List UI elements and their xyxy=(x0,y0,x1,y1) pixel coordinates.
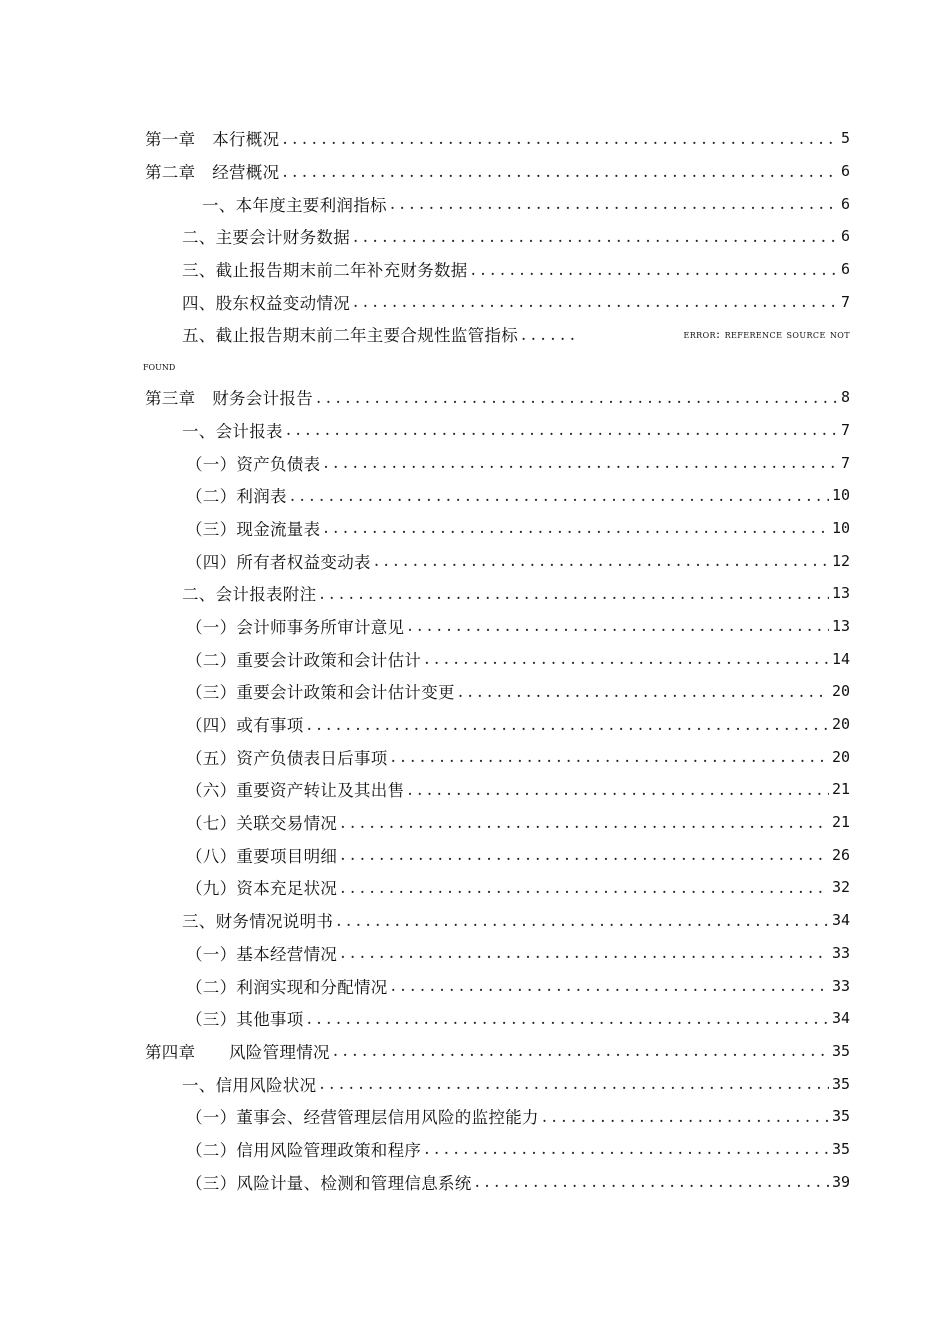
toc-entry-label: 一、信用风险状况 xyxy=(182,1075,317,1095)
toc-entry[interactable] xyxy=(145,1165,850,1198)
dot-leader xyxy=(282,162,838,181)
toc-entry-page: 21 xyxy=(831,813,850,832)
toc-entry-page: 10 xyxy=(831,486,850,505)
toc-entry-label: （二）利润实现和分配情况 xyxy=(186,977,388,997)
dot-leader xyxy=(353,292,838,311)
dot-leader xyxy=(286,420,838,439)
toc-entry-label: （五）资产负债表日后事项 xyxy=(186,748,388,768)
toc-entry[interactable] xyxy=(145,937,850,970)
toc-entry-label: （一）基本经营情况 xyxy=(186,944,338,964)
toc-entry-label: 一、本年度主要利润指标 xyxy=(202,195,387,215)
toc-entry-page: 35 xyxy=(831,1074,850,1093)
toc-entry[interactable] xyxy=(145,675,850,708)
toc-entry[interactable] xyxy=(145,414,850,447)
toc-entry[interactable] xyxy=(145,577,850,610)
toc-entry-page: 10 xyxy=(831,518,850,537)
toc-entry[interactable] xyxy=(145,1133,850,1166)
toc-entry-label: 二、主要会计财务数据 xyxy=(182,228,350,248)
toc-entry-page: 6 xyxy=(840,194,850,213)
toc-entry[interactable] xyxy=(145,381,850,414)
toc-entry-label: 五、截止报告期末前二年主要合规性监管指标 xyxy=(182,326,518,346)
dot-leader xyxy=(458,682,829,701)
toc-entry[interactable] xyxy=(145,1067,850,1100)
dot-leader xyxy=(336,911,829,930)
toc-entry-page: 20 xyxy=(831,715,850,734)
dot-leader xyxy=(424,649,829,668)
toc-entry-page: 20 xyxy=(831,747,850,766)
toc-entry-label: （六）重要资产转让及其出售 xyxy=(186,781,405,801)
reference-error-text: error: reference source not xyxy=(683,327,850,342)
dot-leader xyxy=(374,551,829,570)
toc-entry-label: （四）所有者权益变动表 xyxy=(186,552,371,572)
dot-leader xyxy=(340,845,829,864)
toc-entry[interactable] xyxy=(145,708,850,741)
toc-entry-label: （九）资本充足状况 xyxy=(186,879,338,899)
toc-entry-label: 第四章 风险管理情况 xyxy=(145,1042,330,1062)
toc-entry[interactable] xyxy=(145,512,850,545)
toc-entry[interactable] xyxy=(145,187,850,220)
toc-entry-label: 第二章 经营概况 xyxy=(145,163,280,183)
toc-entry[interactable] xyxy=(145,773,850,806)
toc-entry-page: 26 xyxy=(831,845,850,864)
dot-leader xyxy=(407,616,829,635)
toc-entry-label: （三）重要会计政策和会计估计变更 xyxy=(186,683,455,703)
toc-entry[interactable] xyxy=(145,838,850,871)
toc-entry-page: 7 xyxy=(840,420,850,439)
toc-entry[interactable] xyxy=(145,1035,850,1068)
toc-entry-label: 第一章 本行概况 xyxy=(145,130,280,150)
toc-entry-label: （三）其他事项 xyxy=(186,1010,304,1030)
reference-error-continuation: found xyxy=(143,358,176,373)
toc-entry[interactable] xyxy=(145,969,850,1002)
toc-entry[interactable] xyxy=(145,220,850,253)
dot-leader xyxy=(323,453,838,472)
toc-entry[interactable] xyxy=(145,740,850,773)
dot-leader xyxy=(391,976,829,995)
toc-entry[interactable] xyxy=(145,871,850,904)
dot-leader xyxy=(340,878,829,897)
toc-entry-label: 第三章 财务会计报告 xyxy=(145,389,313,409)
dot-leader xyxy=(307,1009,829,1028)
toc-entry-page: 6 xyxy=(840,260,850,279)
toc-entry-page: 7 xyxy=(840,453,850,472)
toc-entry[interactable] xyxy=(145,1002,850,1035)
toc-entry-page: 33 xyxy=(831,943,850,962)
toc-entry-page: 12 xyxy=(831,551,850,570)
toc-entry-label: （一）资产负债表 xyxy=(186,454,321,474)
dot-leader xyxy=(424,1139,829,1158)
toc-entry-label: （八）重要项目明细 xyxy=(186,846,338,866)
toc-entry[interactable] xyxy=(145,610,850,643)
toc-entry-page: 21 xyxy=(831,780,850,799)
toc-entry-label: （二）信用风险管理政策和程序 xyxy=(186,1140,422,1160)
table-of-contents xyxy=(145,122,850,1198)
dot-leader xyxy=(319,1074,829,1093)
toc-entry[interactable] xyxy=(145,642,850,675)
toc-entry-label: （三）现金流量表 xyxy=(186,519,321,539)
toc-entry[interactable] xyxy=(145,1100,850,1133)
toc-entry-page: 14 xyxy=(831,649,850,668)
toc-entry[interactable] xyxy=(145,122,850,155)
toc-entry-label: （三）风险计量、检测和管理信息系统 xyxy=(186,1173,472,1193)
dot-leader xyxy=(307,715,829,734)
toc-entry[interactable] xyxy=(145,446,850,479)
toc-entry-label: （四）或有事项 xyxy=(186,716,304,736)
toc-entry-page: 8 xyxy=(840,388,850,407)
dot-leader xyxy=(390,194,838,213)
toc-entry-label: 三、截止报告期末前二年补充财务数据 xyxy=(182,261,468,281)
toc-entry[interactable] xyxy=(145,155,850,188)
toc-entry-page: 32 xyxy=(831,878,850,897)
toc-entry-page: 20 xyxy=(831,682,850,701)
dot-leader xyxy=(340,813,829,832)
dot-leader xyxy=(319,584,829,603)
toc-entry[interactable] xyxy=(145,904,850,937)
toc-entry-label: （一）董事会、经营管理层信用风险的监控能力 xyxy=(186,1108,539,1128)
toc-entry-label: 四、股东权益变动情况 xyxy=(182,293,350,313)
dot-leader xyxy=(316,388,838,407)
toc-entry-label: 一、会计报表 xyxy=(182,421,283,441)
dot-leader xyxy=(542,1107,829,1126)
toc-entry[interactable] xyxy=(145,806,850,839)
toc-entry[interactable] xyxy=(145,479,850,512)
toc-entry-page: 7 xyxy=(840,292,850,311)
dot-leader xyxy=(340,943,829,962)
dot-leader xyxy=(282,129,838,148)
dot-leader xyxy=(407,780,829,799)
toc-entry-page: 13 xyxy=(831,616,850,635)
dot-leader xyxy=(290,486,829,505)
dot-leader xyxy=(471,260,838,279)
toc-entry-page: 13 xyxy=(831,584,850,603)
toc-entry-page: 35 xyxy=(831,1139,850,1158)
toc-entry[interactable] xyxy=(145,253,850,286)
toc-entry-page: 34 xyxy=(831,911,850,930)
dot-leader xyxy=(333,1041,829,1060)
dot-leader xyxy=(353,227,838,246)
dot-leader xyxy=(391,747,829,766)
toc-entry-page: 5 xyxy=(840,129,850,148)
toc-entry-page: 6 xyxy=(840,162,850,181)
toc-entry-label: （二）利润表 xyxy=(186,487,287,507)
toc-entry-label: （二）重要会计政策和会计估计 xyxy=(186,650,422,670)
toc-entry-page: 33 xyxy=(831,976,850,995)
dot-leader xyxy=(475,1172,829,1191)
toc-entry[interactable] xyxy=(145,544,850,577)
dot-leader xyxy=(521,325,579,344)
toc-entry-page: 6 xyxy=(840,227,850,246)
toc-entry-page: 35 xyxy=(831,1041,850,1060)
toc-entry-page: 39 xyxy=(831,1172,850,1191)
toc-entry[interactable] xyxy=(145,318,850,351)
toc-entry-page: 34 xyxy=(831,1009,850,1028)
toc-entry-page: 35 xyxy=(831,1107,850,1126)
toc-entry-label: （七）关联交易情况 xyxy=(186,814,338,834)
toc-entry[interactable] xyxy=(145,285,850,318)
toc-entry-label: （一）会计师事务所审计意见 xyxy=(186,617,405,637)
toc-entry-label: 二、会计报表附注 xyxy=(182,585,317,605)
dot-leader xyxy=(323,518,829,537)
toc-entry-label: 三、财务情况说明书 xyxy=(182,912,334,932)
